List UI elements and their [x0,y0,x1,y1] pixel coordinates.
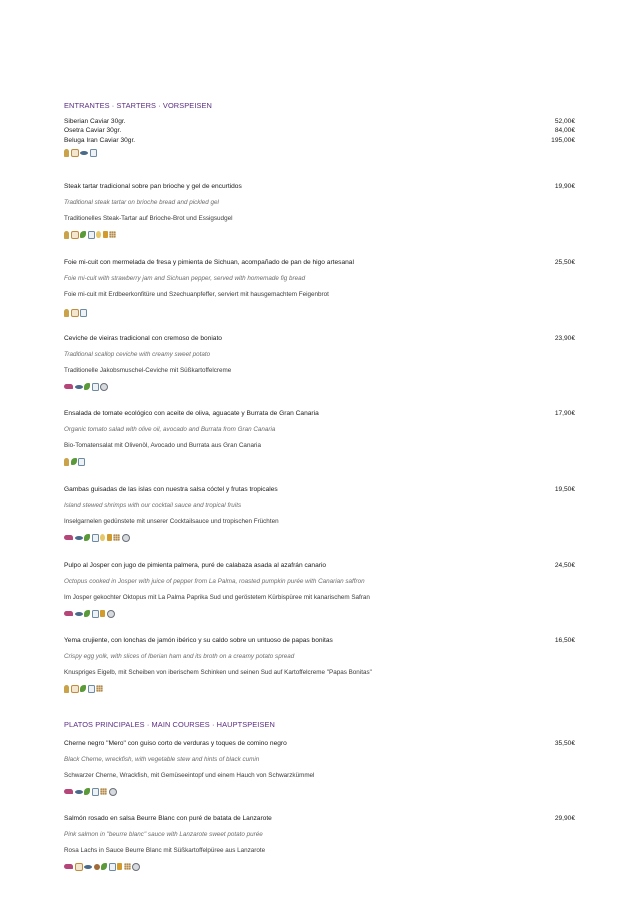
fish-icon [80,151,88,155]
fish-icon [75,790,83,794]
sulphites-icon [90,149,97,157]
mollusc-icon [100,383,108,391]
sulphites-icon [92,610,99,618]
dish-item [64,561,575,618]
dish-name-es: Steak tartar tradicional sobre pan brioche y gel de encurtidos [64,183,242,190]
dish-item [64,258,575,317]
dish-name-en: Octopus cooked in Josper with juice of pepper from La Palma, roasted pumpkin purée with Canarian saffron [64,578,365,585]
allergen-list [64,609,575,618]
allergen-list [64,457,575,466]
caviar-row [64,136,575,145]
celery-icon [80,685,86,692]
mustard-icon [107,534,112,541]
milk-icon [71,309,79,317]
nuts-icon [94,864,100,870]
crustaceans-icon [64,611,73,616]
milk-icon [75,863,83,871]
caviar-name: Osetra Caviar 30gr. [64,127,122,135]
dish-item [64,334,575,391]
allergen-list [64,308,575,317]
dish-name-es: Ceviche de vieiras tradicional con cremoso de boniato [64,335,222,342]
sulphites-icon [80,309,87,317]
gluten-icon [64,685,69,693]
fish-icon [84,865,92,869]
dish-price: 25,50€ [554,259,575,266]
dish-name-de: Foie mi-cuit mit Erdbeerkonfitüre und Szechuanpfeffer, serviert mit hausgemachtem Feigenbrot [64,291,329,298]
soy-icon [109,231,116,238]
allergen-list [64,684,575,693]
caviar-price: 52,00€ [554,118,575,125]
dish-name-de: Im Josper gekochter Oktopus mit La Palma Paprika Sud und geröstetem Kürbispüree mit kanarischem Safran [64,594,370,601]
caviar-name: Beluga Iran Caviar 30gr. [64,136,136,144]
fish-icon [75,536,83,540]
allergen-list [64,230,575,239]
crustaceans-icon [64,535,73,540]
dish-item [64,636,575,693]
sulphites-icon [78,458,85,466]
dish-price: 24,50€ [554,562,575,569]
milk-icon [71,149,79,157]
caviar-price: 195,00€ [551,136,575,144]
soy-icon [113,534,120,541]
dish-name-es: Pulpo al Josper con jugo de pimienta palmera, puré de calabaza asada al azafrán canario [64,562,327,569]
fish-icon [75,385,83,389]
dish-name-en: Traditional steak tartar on brioche bread and pickled gel [64,199,219,206]
dish-item [64,409,575,466]
celery-icon [71,458,77,465]
mollusc-icon [109,788,117,796]
dish-item [64,814,575,871]
crustaceans-icon [64,864,73,869]
dish-price: 16,50€ [554,637,575,644]
milk-icon [71,685,79,693]
milk-icon [71,231,79,239]
dish-name-de: Knuspriges Eigelb, mit Scheiben von iberischem Schinken und seinen Sud auf Kartoffelcreme "Papas Bonitas" [64,669,372,676]
allergen-list [64,533,575,542]
sulphites-icon [92,788,99,796]
crustaceans-icon [64,789,73,794]
celery-icon [84,788,90,795]
gluten-icon [64,149,69,157]
soy-icon [96,685,103,692]
dish-name-de: Bio-Tomatensalat mit Olivenöl, Avocado und Burrata aus Gran Canaria [64,442,261,449]
celery-icon [80,231,86,238]
egg-icon [96,231,101,238]
soy-icon [124,863,131,870]
crustaceans-icon [64,384,73,389]
allergen-list [64,862,575,871]
caviar-price: 84,00€ [554,127,575,135]
celery-icon [84,383,90,390]
sulphites-icon [92,383,99,391]
dish-name-es: Cherne negro "Mero" con guiso corto de verduras y toques de comino negro [64,740,287,747]
mustard-icon [117,863,122,870]
dish-name-es: Foie mi-cuit con mermelada de fresa y pimienta de Sichuan, acompañado de pan de higo artesanal [64,259,354,266]
allergen-list [64,787,575,796]
dish-item [64,485,575,542]
dish-price: 19,90€ [554,183,575,190]
celery-icon [84,534,90,541]
sulphites-icon [92,534,99,542]
mollusc-icon [122,534,130,542]
gluten-icon [64,231,69,239]
sulphites-icon [88,685,95,693]
dish-name-en: Traditional scallop ceviche with creamy sweet potato [64,351,211,358]
caviar-row [64,126,575,135]
sulphites-icon [88,231,95,239]
fish-icon [75,612,83,616]
dish-price: 23,90€ [554,335,575,342]
gluten-icon [64,309,69,317]
dish-name-de: Schwarzer Cherne, Wrackfish, mit Gemüseeintopf und einem Hauch von Schwarzkümmel [64,772,315,779]
dish-name-en: Pink salmon in "beurre blanc" sauce with Lanzarote sweet potato purée [64,831,263,838]
section-title-mains: PLATOS PRINCIPALES · MAIN COURSES · HAUPTSPEISEN [64,720,275,729]
dish-price: 35,50€ [554,740,575,747]
dish-name-de: Traditionelles Steak-Tartar auf Brioche-Brot und Essigsudgel [64,215,233,222]
egg-icon [100,534,105,541]
dish-price: 19,50€ [554,486,575,493]
dish-name-en: Foie mi-cuit with strawberry jam and Sichuan pepper, served with homemade fig bread [64,275,306,282]
celery-icon [101,863,107,870]
dish-name-es: Salmón rosado en salsa Beurre Blanc con puré de batata de Lanzarote [64,815,272,822]
dish-name-es: Yema crujiente, con lonchas de jamón ibérico y su caldo sobre un untuoso de papas bonitas [64,637,333,644]
gluten-icon [64,458,69,466]
dish-item [64,739,575,796]
section-title-starters: ENTRANTES · STARTERS · VORSPEISEN [64,101,212,110]
dish-name-en: Black Cherne, wreckfish, with vegetable stew and hints of black cumin [64,756,260,763]
caviar-name: Siberian Caviar 30gr. [64,118,126,125]
dish-name-es: Gambas guisadas de las islas con nuestra salsa cóctel y frutas tropicales [64,486,278,493]
dish-name-en: Island stewed shrimps with our cocktail sauce and tropical fruits [64,502,242,509]
dish-name-en: Crispy egg yolk, with slices of Iberian ham and its broth on a creamy potato spread [64,653,295,660]
mollusc-icon [132,863,140,871]
soy-icon [100,788,107,795]
allergen-list [64,148,575,157]
caviar-list [64,117,575,157]
dish-name-es: Ensalada de tomate ecológico con aceite de oliva, aguacate y Burrata de Gran Canaria [64,410,319,417]
sulphites-icon [109,863,116,871]
dish-item [64,182,575,239]
allergen-list [64,382,575,391]
dish-price: 17,90€ [554,410,575,417]
dish-name-de: Rosa Lachs in Sauce Beurre Blanc mit Süßkartoffelpüree aus Lanzarote [64,847,266,854]
celery-icon [84,610,90,617]
mustard-icon [103,231,108,238]
dish-price: 29,90€ [554,815,575,822]
mollusc-icon [107,610,115,618]
dish-name-de: Traditionelle Jakobsmuschel-Ceviche mit Süßkartoffelcreme [64,367,232,374]
caviar-row [64,117,575,126]
dish-name-de: Inselgarnelen gedünstete mit unserer Cocktailsauce und tropischen Früchten [64,518,279,525]
mustard-icon [100,610,105,617]
dish-name-en: Organic tomato salad with olive oil, avocado and Burrata from Gran Canaria [64,426,276,433]
